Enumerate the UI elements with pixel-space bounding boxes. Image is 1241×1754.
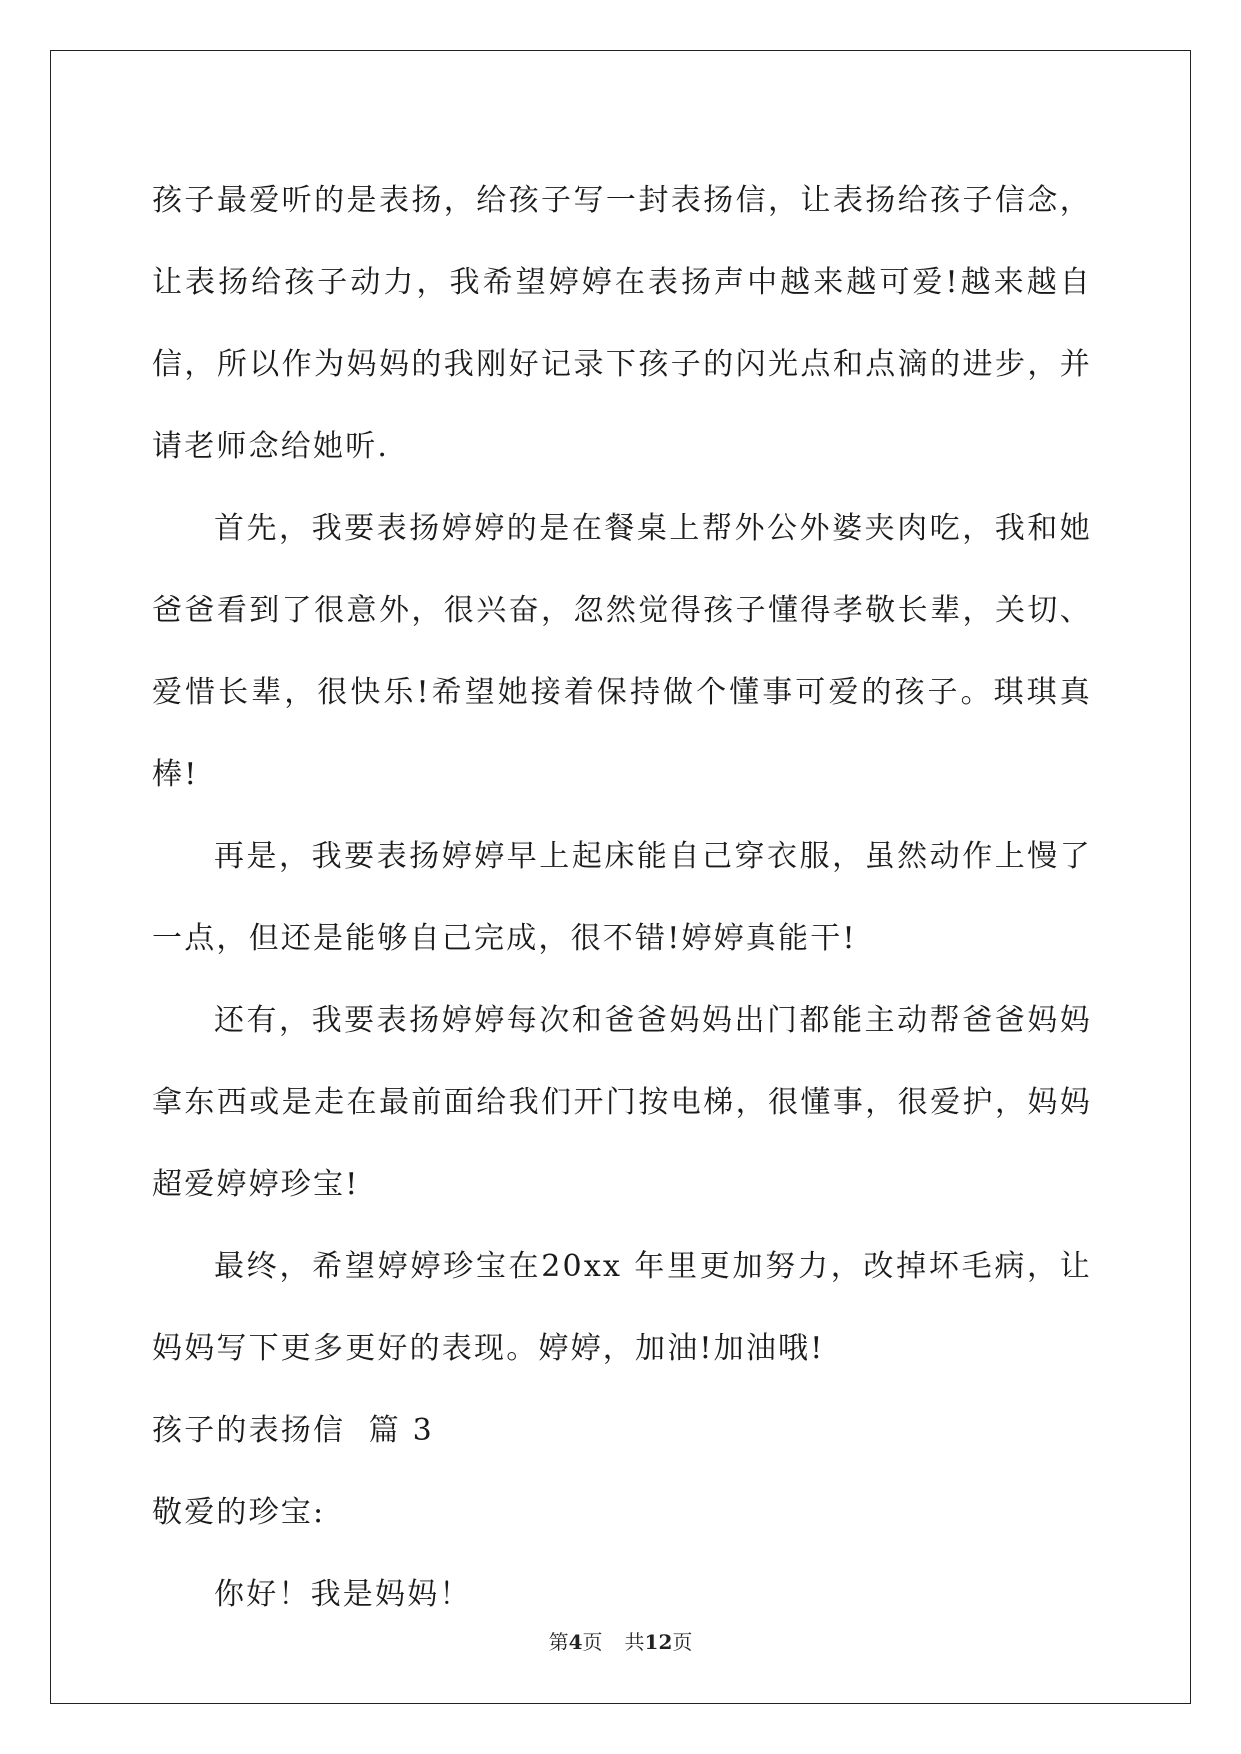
- greeting: 你好！我是妈妈！: [214, 1577, 472, 1612]
- body-paragraph-2: 首先，我要表扬婷婷的是在餐桌上帮外公外婆夹肉吃，我和她爸爸看到了很意外，很兴奋，忽然觉得孩子懂得孝敬长辈，关切、爱惜长辈，很快乐!希望她接着保持做个懂事可爱的孩子。琪琪真棒!: [152, 511, 1092, 792]
- body-paragraph-1: 孩子最爱听的是表扬，给孩子写一封表扬信，让表扬给孩子信念，让表扬给孩子动力，我希望婷婷在表扬声中越来越可爱!越来越自信，所以作为妈妈的我刚好记录下孩子的闪光点和点滴的进步，并请老师念给她听.: [152, 183, 1092, 464]
- page-prefix: 第: [548, 1630, 569, 1654]
- page-suffix: 页: [582, 1630, 603, 1654]
- total-suffix: 页: [672, 1630, 693, 1654]
- salutation: 敬爱的珍宝:: [152, 1495, 326, 1530]
- body-paragraph-4: 还有，我要表扬婷婷每次和爸爸妈妈出门都能主动帮爸爸妈妈拿东西或是走在最前面给我们开门按电梯，很懂事，很爱护，妈妈超爱婷婷珍宝!: [152, 1003, 1092, 1202]
- total-prefix: 共: [624, 1630, 645, 1654]
- document-body: [152, 160, 1092, 1636]
- body-paragraph-3: 再是，我要表扬婷婷早上起床能自己穿衣服，虽然动作上慢了一点，但还是能够自己完成，很不错!婷婷真能干!: [152, 839, 1092, 956]
- page-footer: [0, 1626, 1241, 1655]
- page-total: 12: [644, 1630, 673, 1654]
- page-current: 4: [568, 1630, 583, 1654]
- body-paragraph-5: 最终，希望婷婷珍宝在20xx 年里更加努力，改掉坏毛病，让妈妈写下更多更好的表现。婷婷，加油!加油哦!: [152, 1249, 1092, 1366]
- section-title: 孩子的表扬信 篇 3: [152, 1413, 434, 1448]
